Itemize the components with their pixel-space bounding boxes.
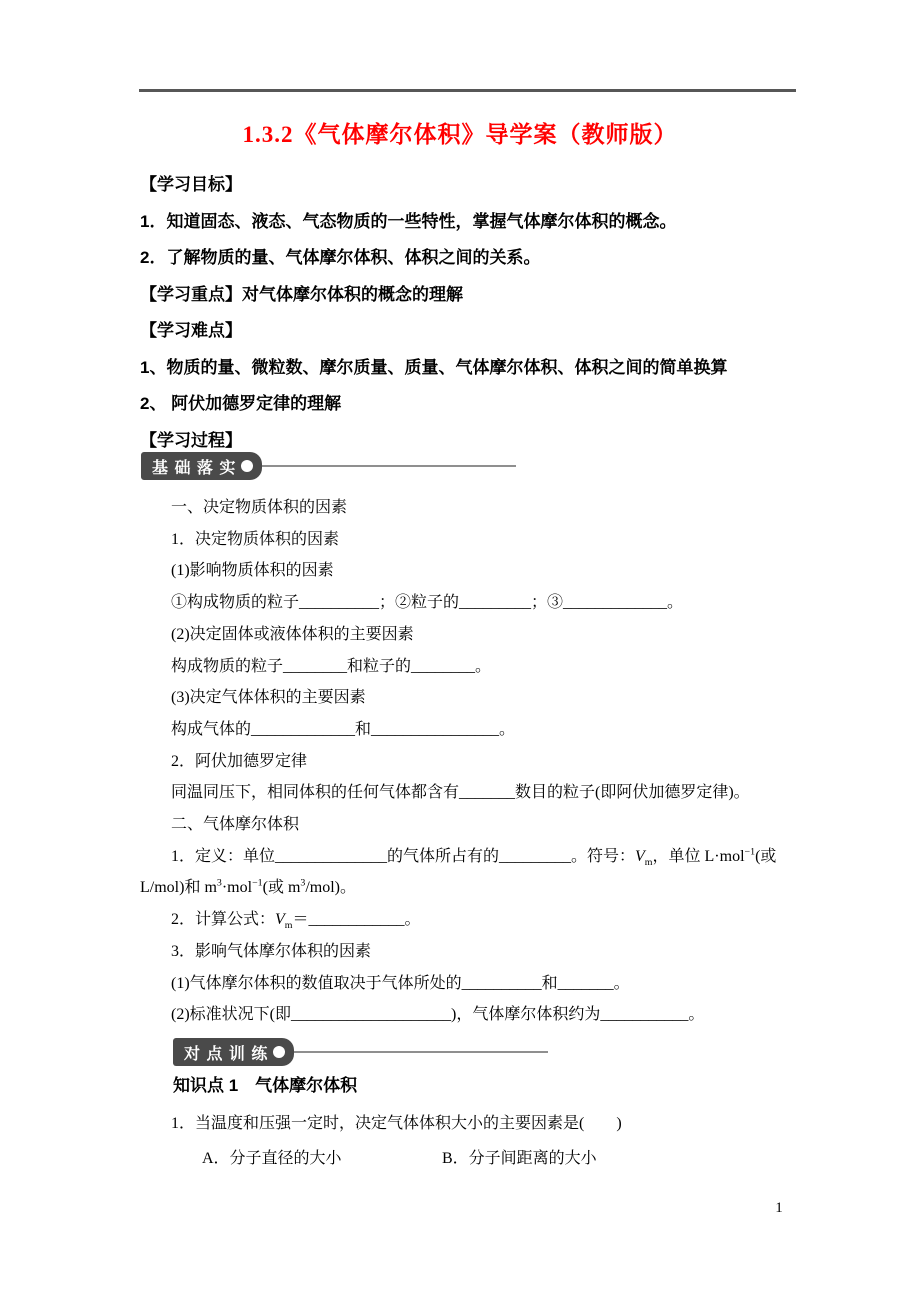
basics-line: 1．决定物质体积的因素 xyxy=(171,530,340,548)
training-section-header xyxy=(173,1038,548,1066)
basics-badge-label: 基 础 落 实 xyxy=(152,459,237,477)
basics-section-header xyxy=(141,452,516,480)
section-header-rule xyxy=(262,465,516,467)
definition-line-continued: L/mol)和 $m^3\cdot mol^{-1}$(或 $m^3/mol$)。 xyxy=(140,878,357,897)
basics-fill-blank-line: (1)气体摩尔体积的数值取决于气体所处的__________和_______。 xyxy=(171,974,630,992)
top-divider-rule xyxy=(139,89,796,92)
badge-bullet-icon xyxy=(241,460,253,472)
question-1-options xyxy=(140,1143,880,1175)
page-title: 1.3.2《气体摩尔体积》导学案（教师版） xyxy=(242,122,678,147)
basics-line: 2．阿伏加德罗定律 xyxy=(171,752,308,770)
basics-line: (3)决定气体体积的主要因素 xyxy=(171,689,366,707)
difficulty-item: 2、 阿伏加德罗定律的理解 xyxy=(140,394,342,413)
learning-overview-section xyxy=(140,167,860,459)
basics-line: 二、气体摩尔体积 xyxy=(171,816,300,834)
basics-line: 3．影响气体摩尔体积的因素 xyxy=(171,942,372,960)
basics-line: (2)决定固体或液体体积的主要因素 xyxy=(171,625,414,643)
basics-content-section xyxy=(140,492,880,1031)
training-content-section xyxy=(140,1072,880,1175)
page-number: 1 xyxy=(775,1200,783,1216)
basics-line: 一、决定物质体积的因素 xyxy=(171,499,348,516)
basics-fill-blank-line: 构成物质的粒子________和粒子的________。 xyxy=(171,657,492,675)
badge-bullet-icon xyxy=(273,1046,285,1058)
process-heading: 【学习过程】 xyxy=(140,430,242,450)
key-points-line: 【学习重点】对气体摩尔体积的概念的理解 xyxy=(140,284,463,304)
difficulty-item: 1、物质的量、微粒数、摩尔质量、质量、气体摩尔体积、体积之间的简单换算 xyxy=(140,357,728,377)
formula-line: 2．计算公式：$V_m=\_\_\_\_\_\_\_\_\_\_\_\_$。 xyxy=(171,911,421,932)
question-1: 1．当温度和压强一定时，决定气体体积大小的主要因素是( ) xyxy=(171,1115,622,1132)
basics-fill-blank-line: (2)标准状况下(即____________________)，气体摩尔体积约为___________。 xyxy=(171,1006,705,1024)
option-a: A．分子直径的大小 xyxy=(202,1150,342,1167)
goal-item: 1．知道固态、液态、气态物质的一些特性，掌握气体摩尔体积的概念。 xyxy=(140,211,677,231)
basics-fill-blank-line: 同温同压下，相同体积的任何气体都含有_______数目的粒子(即阿伏加德罗定律)。 xyxy=(171,784,750,802)
basics-fill-blank-line: 构成气体的_____________和________________。 xyxy=(171,720,516,738)
definition-line: 1．定义：单位______________的气体所占有的_________。符号：$V_m$，单位 L·mol$^{-1}$(或 xyxy=(171,846,777,868)
training-badge xyxy=(173,1038,294,1066)
training-badge-label: 对 点 训 练 xyxy=(184,1045,269,1063)
option-b: B．分子间距离的大小 xyxy=(442,1150,597,1167)
goals-heading: 【学习目标】 xyxy=(140,175,242,194)
basics-fill-blank-line: ①构成物质的粒子__________；②粒子的_________；③_____________。 xyxy=(171,594,684,612)
basics-line: (1)影响物质体积的因素 xyxy=(171,562,334,580)
difficulties-heading: 【学习难点】 xyxy=(140,321,242,340)
basics-badge xyxy=(141,452,262,480)
section-header-rule xyxy=(294,1051,548,1053)
knowledge-point-heading: 知识点 1 气体摩尔体积 xyxy=(173,1076,358,1095)
goal-item: 2．了解物质的量、气体摩尔体积、体积之间的关系。 xyxy=(140,248,541,267)
